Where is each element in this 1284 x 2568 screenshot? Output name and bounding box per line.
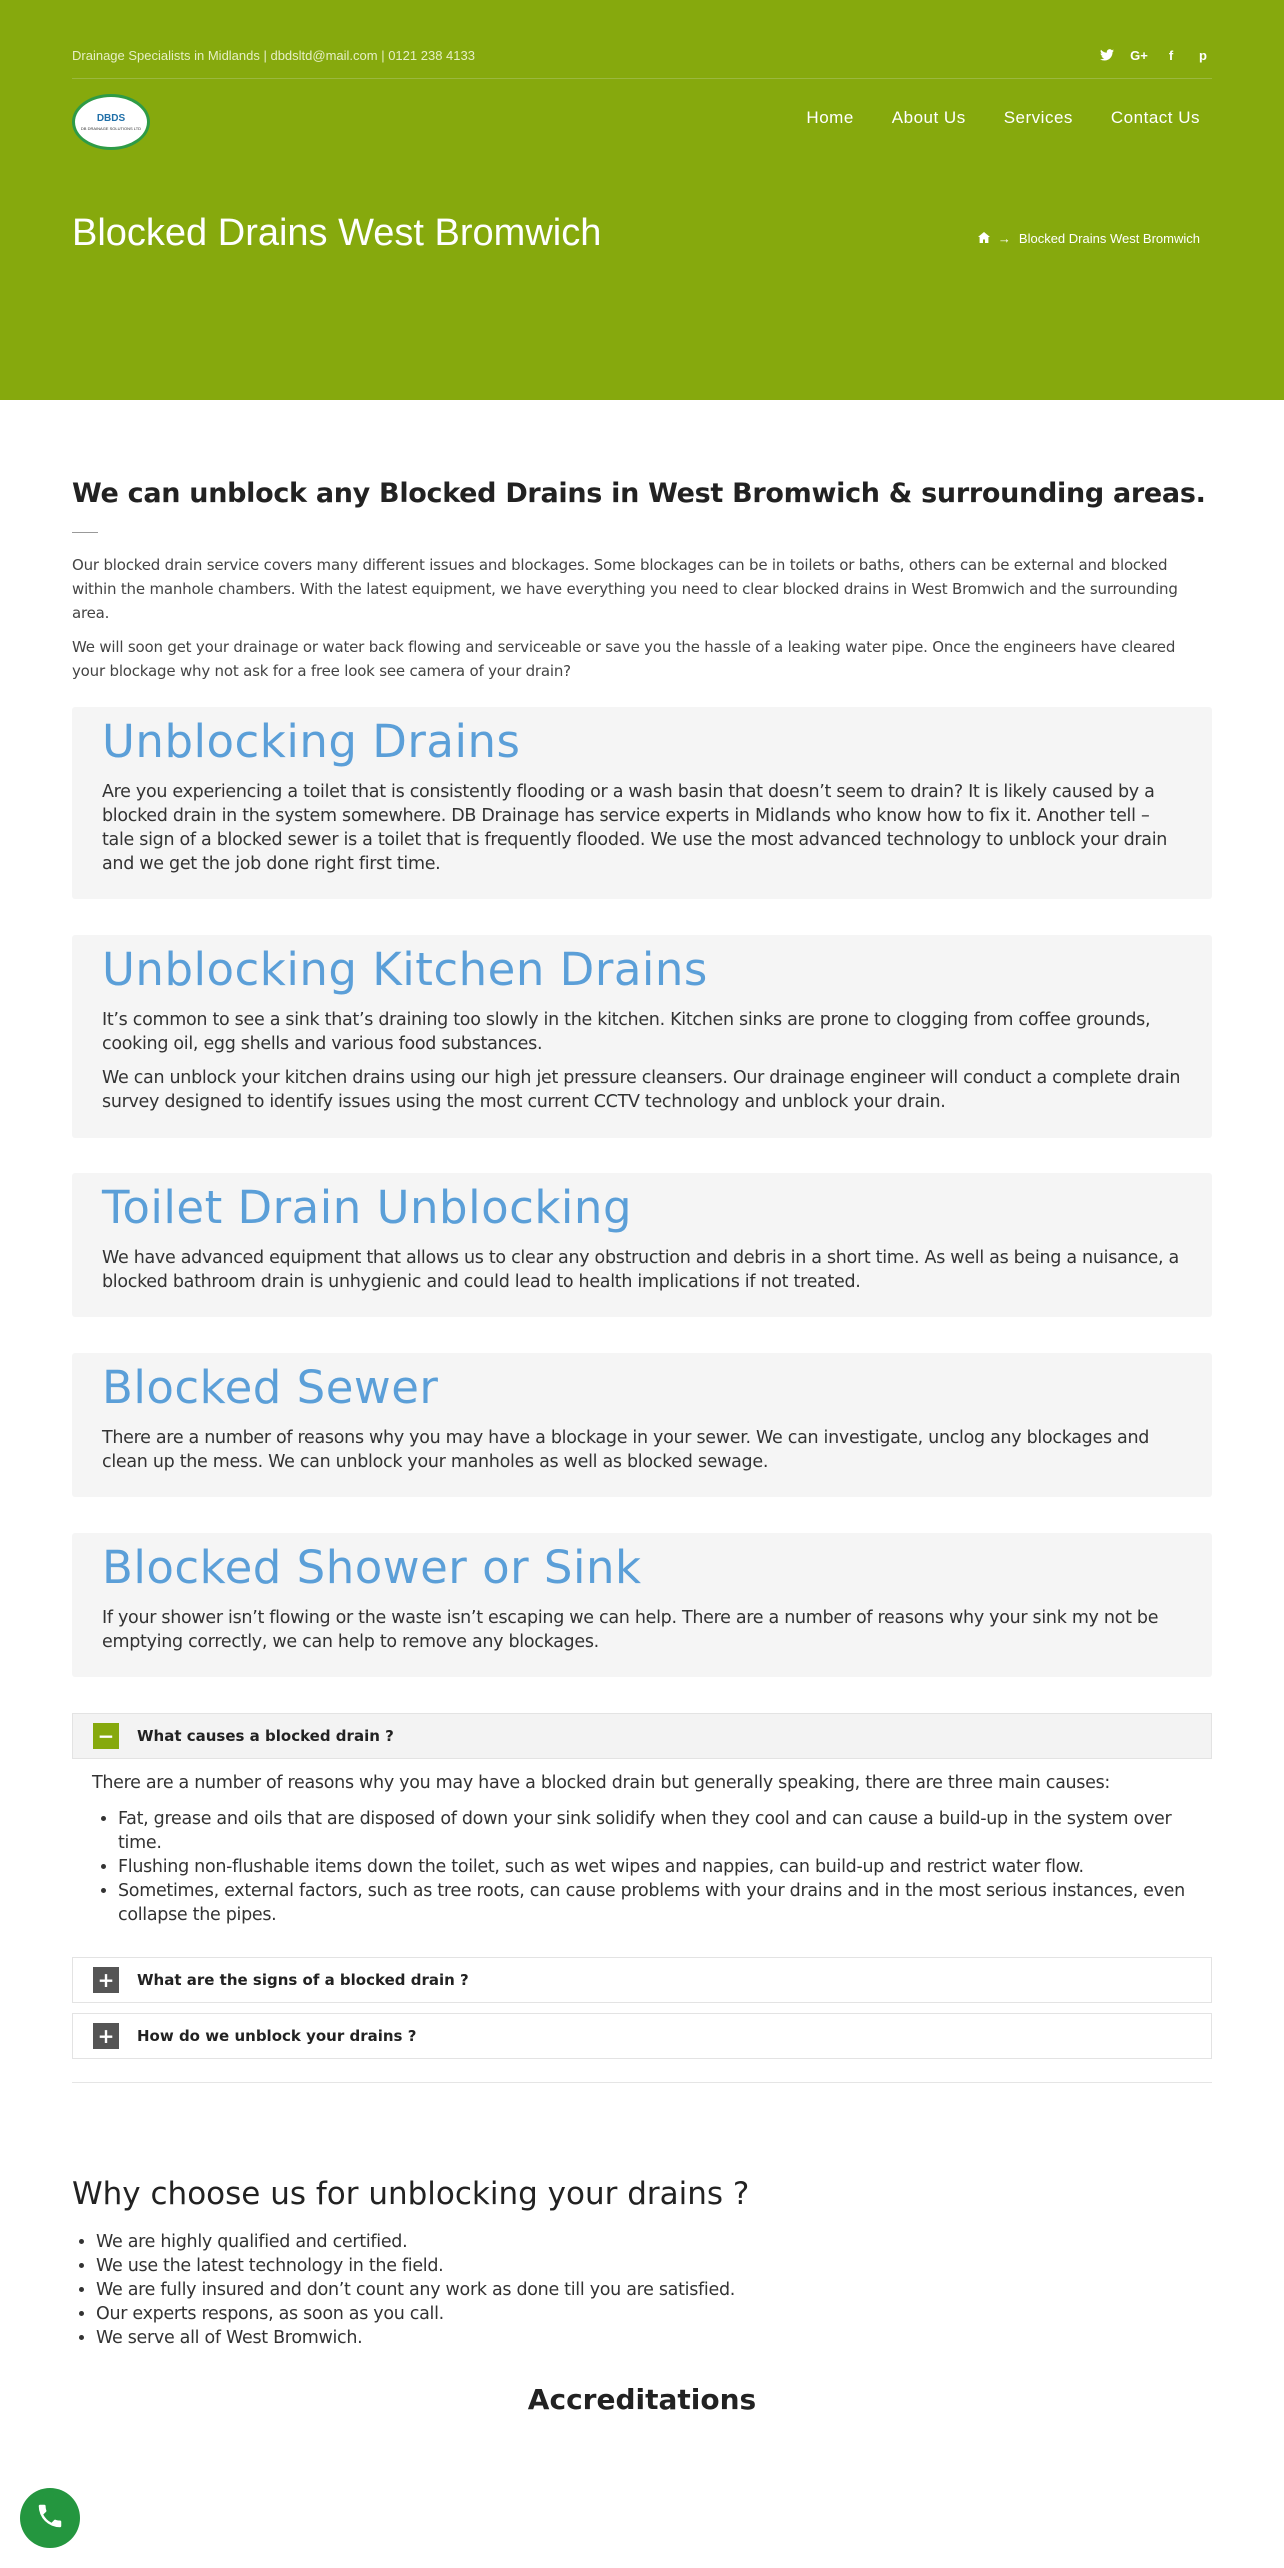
card-text: We have advanced equipment that allows us to clear any obstruction and debris in a short time. As well as being a nuisance, a blocked bathroom drain is unhygienic and could lead to health implications if not treated. bbox=[102, 1248, 1179, 1292]
list-item: • Sometimes, external factors, such as tree roots, can cause problems with your drains and in the most serious instances, even collapse the pipes. bbox=[118, 1879, 1192, 1927]
faq-question: What causes a blocked drain ? bbox=[137, 1727, 394, 1745]
faq-item-header[interactable] bbox=[72, 1957, 1212, 2003]
nav-about[interactable]: About Us bbox=[891, 108, 966, 127]
faq-question: What are the signs of a blocked drain ? bbox=[137, 1971, 469, 1989]
why-list bbox=[72, 2230, 1212, 2350]
expand-icon[interactable]: + bbox=[93, 1967, 119, 1993]
social-links bbox=[1098, 46, 1212, 64]
expand-icon[interactable]: + bbox=[93, 2023, 119, 2049]
card-text: We can unblock your kitchen drains using our high jet pressure cleansers. Our drainage engineer will conduct a complete drain survey designed to identify issues using the most current CCTV technology and unblock your drain. bbox=[102, 1068, 1181, 1112]
card-title: Blocked Shower or Sink bbox=[102, 1541, 642, 1594]
faq-answer-intro: There are a number of reasons why you may have a blocked drain but generally speaking, there are three main causes: bbox=[92, 1773, 1110, 1793]
card-title: Unblocking Drains bbox=[102, 715, 521, 768]
service-card-shower-sink bbox=[72, 1533, 1212, 1677]
service-card-toilet-drain bbox=[72, 1173, 1212, 1317]
pinterest-icon[interactable]: p bbox=[1199, 47, 1207, 63]
intro-paragraph: Our blocked drain service covers many different issues and blockages. Some blockages can be in toilets or baths, others can be external and blocked within the manhole chambers. With the latest equipment, we have everything you need to clear blocked drains in West Bromwich and the surrounding area. bbox=[72, 556, 1178, 622]
list-item: • We are fully insured and don’t count any work as done till you are satisfied. bbox=[96, 2278, 1212, 2302]
topbar-divider bbox=[72, 78, 1212, 79]
card-text: It’s common to see a sink that’s draining too slowly in the kitchen. Kitchen sinks are prone to clogging from coffee grounds, cooking oil, egg shells and various food substances. bbox=[102, 1010, 1151, 1054]
google-plus-icon[interactable]: G+ bbox=[1130, 47, 1148, 63]
twitter-icon[interactable] bbox=[1098, 46, 1116, 64]
card-text: There are a number of reasons why you may have a blockage in your sewer. We can investigate, unclog any blockages and clean up the mess. We can unblock your manholes as well as blocked sewage. bbox=[102, 1428, 1150, 1472]
card-title: Unblocking Kitchen Drains bbox=[102, 943, 708, 996]
why-choose-us bbox=[72, 2176, 1212, 2350]
faq-item-causes[interactable] bbox=[72, 1713, 1212, 1759]
nav-services[interactable]: Services bbox=[1003, 108, 1073, 127]
why-heading: Why choose us for unblocking your drains ? bbox=[72, 2176, 750, 2212]
logo-subtext: DB DRAINAGE SOLUTIONS LTD bbox=[80, 126, 142, 131]
list-item: • Fat, grease and oils that are disposed of down your sink solidify when they cool and can cause a build-up in the system over time. bbox=[118, 1807, 1192, 1855]
list-item: • We use the latest technology in the field. bbox=[96, 2254, 1212, 2278]
top-bar bbox=[72, 46, 1212, 80]
card-title: Blocked Sewer bbox=[102, 1361, 439, 1414]
section-divider bbox=[72, 2082, 1212, 2083]
breadcrumb bbox=[978, 231, 1200, 246]
breadcrumb-separator: → bbox=[997, 231, 1011, 246]
facebook-icon[interactable]: f bbox=[1168, 47, 1174, 63]
card-title: Toilet Drain Unblocking bbox=[102, 1181, 633, 1234]
cause-list bbox=[92, 1807, 1192, 1927]
service-card-blocked-sewer bbox=[72, 1353, 1212, 1497]
collapse-icon[interactable]: − bbox=[93, 1723, 119, 1749]
faq-item-header[interactable] bbox=[72, 2013, 1212, 2059]
heading-divider bbox=[72, 532, 98, 533]
faq-answer bbox=[72, 1759, 1212, 1927]
list-item: • We serve all of West Bromwich. bbox=[96, 2326, 1212, 2350]
faq-item-unblock bbox=[72, 2013, 1212, 2059]
intro-heading: We can unblock any Blocked Drains in West Bromwich & surrounding areas. bbox=[72, 478, 1206, 509]
list-item: • We are highly qualified and certified. bbox=[96, 2230, 1212, 2254]
nav-contact[interactable]: Contact Us bbox=[1110, 108, 1200, 127]
list-item: • Our experts respons, as soon as you call. bbox=[96, 2302, 1212, 2326]
main-content bbox=[72, 478, 1212, 683]
faq-accordion bbox=[72, 1713, 1212, 1927]
call-button[interactable] bbox=[20, 2488, 80, 2548]
home-icon[interactable] bbox=[978, 231, 990, 246]
main-nav bbox=[806, 108, 1200, 128]
site-logo[interactable] bbox=[72, 94, 150, 150]
phone-icon bbox=[35, 2501, 65, 2535]
list-item: • Flushing non-flushable items down the toilet, such as wet wipes and nappies, can build-up and restrict water flow. bbox=[118, 1855, 1192, 1879]
service-card-kitchen-drains bbox=[72, 935, 1212, 1138]
card-text: If your shower isn’t flowing or the waste isn’t escaping we can help. There are a number of reasons why your sink my not be emptying correctly, we can help to remove any blockages. bbox=[102, 1608, 1159, 1652]
card-text: Are you experiencing a toilet that is consistently flooding or a wash basin that doesn’t seem to drain? It is likely caused by a blocked drain in the system somewhere. DB Drainage has service experts in Midlands who know how to fix it. Another tell – tale sign of a blocked sewer is a toilet that is frequently flooded. We use the most advanced technology to unblock your drain and we get the job done right first time. bbox=[102, 782, 1168, 874]
nav-home[interactable]: Home bbox=[806, 108, 854, 127]
page-title: Blocked Drains West Bromwich bbox=[72, 212, 602, 254]
logo-text: DBDS bbox=[96, 113, 126, 124]
contact-info: Drainage Specialists in Midlands | dbdsltd@mail.com | 0121 238 4133 bbox=[72, 48, 475, 63]
intro-paragraph: We will soon get your drainage or water back flowing and serviceable or save you the hassle of a leaking water pipe. Once the engineers have cleared your blockage why not ask for a free look see camera of your drain? bbox=[72, 638, 1176, 680]
breadcrumb-current: Blocked Drains West Bromwich bbox=[1018, 231, 1200, 246]
faq-item-signs bbox=[72, 1957, 1212, 2003]
accreditations-heading: Accreditations bbox=[527, 2383, 757, 2416]
faq-question: How do we unblock your drains ? bbox=[137, 2027, 417, 2045]
site-header bbox=[0, 0, 1284, 400]
service-card-unblocking-drains bbox=[72, 707, 1212, 899]
